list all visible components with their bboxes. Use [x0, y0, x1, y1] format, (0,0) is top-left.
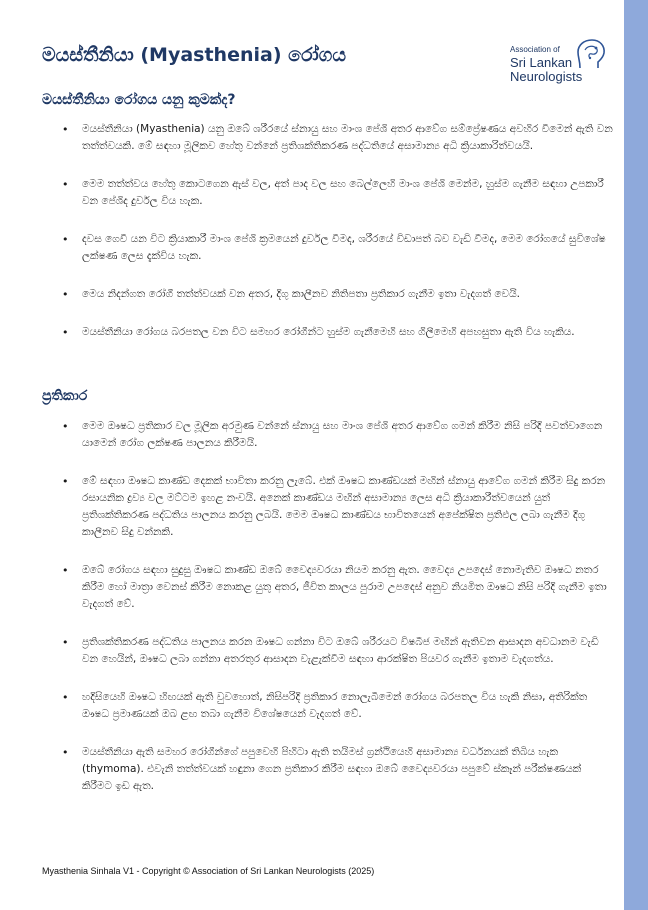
list-item: • මයස්තීනියා ඇති සමහර රෝගීන්ගේ පපුවෙහි පිහිටා ඇති තයිමස් ග්‍රන්ථියෙහි අසාමාන්‍ය වර්ධනයක් තිබිය හැක (thymoma). එවැනි තත්ත්වයක් හඳුනා ගෙන ප්‍රතිකාර කිරීම සඳහා ඔබේ වෛද්‍යවරයා පපුවේ ස්කෑන් පරීක්ෂණයක් කිරීමට ඉඩ ඇත.	[42, 744, 614, 795]
list-item: • මෙම ඖෂධ ප්‍රතිකාර වල මූලික අරමුණ වන්නේ ස්නායු සහ මාංශ පේශි අතර ආවේග ගමන් කිරීම නිසි පරිදි පවත්වාගෙන යාමෙන් රෝග ලක්ෂණ පාලනය කිරීමයි.	[42, 418, 614, 452]
list-item: • මේ සඳහා ඖෂධ කාණ්ඩ දෙකක් භාවිතා කරනු ලැබේ. එක් ඖෂධ කාණ්ඩයක් මඟින් ස්නායු ආවේග ගමන් කිරීම සිදු කරන රසායනික ද්‍රව්‍ය වල මට්ටම ඉහළ නංවයි. අනෙක් කාණ්ඩය මඟින් අසාමාන්‍ය ලෙස අධි ක්‍රියාකාරීත්වයෙන් යුත් ප්‍රතිශක්තිකරණ පද්ධතිය පාලනය කරනු ලබයි. මෙම ඖෂධ කාණ්ඩය භාවිතයෙන් අපේක්ෂිත ප්‍රතිඵල ලබා ගැනීම දිගු කාලීනව සිදු වන්නකි.	[42, 473, 614, 541]
logo-line-1: Association of	[510, 45, 560, 54]
list-item: • මයස්තීනියා රෝගය බරපතල වන විට සමහර රෝගීන්ට හුස්ම ගැනීමෙහි සහ ගිලීමෙහි අපහසුතා ඇති විය හැකිය.	[42, 324, 614, 341]
section2-bullet-list	[42, 418, 614, 816]
list-item: • මෙය නිදන්ගත රෝගී තත්ත්වයක් වන අතර, දිගු කාලීනව නිතිපතා ප්‍රතිකාර ගැනීම ඉතා වැදගත් වෙයි.	[42, 286, 614, 303]
list-item: • මෙම තත්ත්වය හේතු කොටගෙන ඇස් වල, අත් පාද වල සහ බෙල්ලෙහි මාංශ පේශි මෙන්ම, හුස්ම ගැනීම සඳහා උපකාරී වන පේශිද දුර්වල විය හැක.	[42, 176, 614, 210]
logo-line-2: Sri Lankan	[510, 55, 573, 70]
list-item: • දවස ගෙවී යන විට ක්‍රියාකාරී මාංශ පේශි ක්‍රමයෙන් දුර්වල වීමද, ශරීරයේ විඩාපත් බව වැඩි වීමද, මෙම රෝගයේ සුවිශේෂ ලක්ෂණ ලෙස දැක්විය හැක.	[42, 231, 614, 265]
list-item: • ප්‍රතිශක්තිකරණ පද්ධතිය පාලනය කරන ඖෂධ ගන්නා විට ඔබේ ශරීරයට විෂබීජ මඟින් ඇතිවන ආසාදන අවධානම වැඩි වන හෙයින්, ඖෂධ ලබා ගන්නා අතරතුර ආසාදන වැළැක්වීම සඳහා ආරක්ෂිත පියවර ගැනීම ඉතාම වැදගත්ය.	[42, 634, 614, 668]
list-item: • ඔබේ රෝගය සඳහා සුදුසු ඖෂධ කාණ්ඩ ඔබේ වෛද්‍යවරයා නියම කරනු ඇත. වෛද්‍ය උපදෙස් නොමැතිව ඖෂධ නතර කිරීම හෝ මාත්‍රා වෙනස් කිරීම නොකළ යුතු අතර, ජීවිත කාලය පුරාම උපදෙස් අනුව නියමිත ඖෂධ නිසි පරිදි ගැනීම ඉතා වැදගත් වේ.	[42, 562, 614, 613]
list-item: • හදිසියෙහි ඖෂධ හිඟයක් ඇති වුවහොත්, නිසිපරිදි ප්‍රතිකාර නොලැබීමෙන් රෝගය බරපතල විය හැකි නිසා, අතිරික්ත ඖෂධ ප්‍රමාණයක් ඔබ ළඟ තබා ගැනීම විශේෂයෙන් වැදගත් වේ.	[42, 689, 614, 723]
decorative-side-bar	[624, 0, 648, 910]
brain-head-icon	[574, 38, 608, 72]
section-heading-treatment: ප්‍රතිකාර	[42, 388, 88, 404]
page-title: මයස්තීනියා (Myasthenia) රෝගය	[42, 44, 347, 66]
page-footer: Myasthenia Sinhala V1 - Copyright © Association of Sri Lankan Neurologists (2025)	[42, 866, 375, 876]
section1-bullet-list	[42, 121, 614, 362]
section-heading-what-is: මයස්තීනියා රෝගය යනු කුමක්ද?	[42, 92, 236, 108]
logo-line-3: Neurologists	[510, 69, 583, 84]
list-item: • මයස්තීනියා (Myasthenia) යනු ඔබේ ශරීරයේ ස්නායු සහ මාංශ පේශි අතර ආවේග සම්ප්‍රේෂණය අවහිර වීමෙන් ඇති වන තත්ත්වයකි. මේ සඳහා මූලිකව හේතු වන්නේ ප්‍රතිශක්තිකරණ පද්ධතියේ අසාමාන්‍ය අධි ක්‍රියාකාරිත්වයයි.	[42, 121, 614, 155]
